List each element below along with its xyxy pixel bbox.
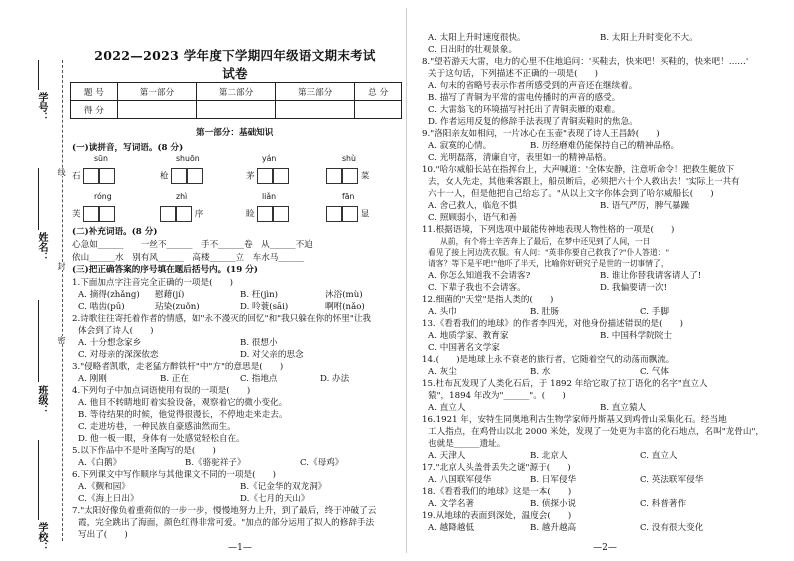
question-cont: 猿"，1894 年改为"______"。( )	[428, 391, 566, 401]
option[interactable]: C. 对母亲的深深依恋	[78, 350, 159, 360]
write-box[interactable]	[342, 206, 358, 222]
option[interactable]: B. 越升越高	[530, 523, 577, 533]
option[interactable]: B. 语气严厉，脾气暴躁	[600, 201, 690, 211]
pinyin: sūn	[94, 154, 108, 163]
score-header: 第三部分	[276, 83, 355, 101]
char-row	[160, 206, 203, 222]
question-cont: 也就是______遗址。	[428, 439, 506, 449]
option[interactable]: B. 北京人	[530, 451, 568, 461]
option[interactable]: B. 枉(jìn)	[240, 290, 279, 300]
char-row	[246, 206, 289, 222]
option[interactable]: B. 水	[530, 367, 551, 377]
option: 玷染(zuǒn)	[155, 302, 200, 312]
question-cont: 工人指点，在鸡骨山以北 2000 米处，发现了一处更为丰富的化石地点，名叫"龙骨山"，	[428, 427, 765, 437]
score-cell[interactable]	[196, 101, 275, 119]
option[interactable]: B. 肚肠	[530, 307, 559, 317]
question-cont: 六十一人，但是他把自己给忘了。"从以上文字你体会到了哈尔威船长( )	[428, 189, 714, 199]
char-row	[160, 168, 203, 184]
write-box[interactable]	[257, 206, 273, 222]
question: 14.( )是地球上永不衰老的旅行者，它随着空气的动荡而飘流。	[422, 355, 675, 365]
write-box[interactable]	[273, 168, 289, 184]
char-row	[326, 168, 369, 184]
name-label: 姓名：	[36, 232, 47, 262]
question: 15.杜布瓦发现了人类化石后，于 1892 年给它取了拉丁语化的名字"直立人	[422, 379, 708, 389]
question-cont: 去，女人先走，其他乘客跟上，船员断后，必须把六十个人救出去！'实际上一共有	[428, 177, 740, 187]
option[interactable]: A. 舍己救人，临危不惧	[428, 201, 518, 211]
write-box[interactable]	[171, 168, 187, 184]
score-row-label: 得 分	[71, 101, 118, 119]
student-id-label: 学号：	[36, 92, 47, 122]
question-cont: 体会到了诗人( )	[78, 326, 154, 336]
question: 17."北京人头盖骨丢失之谜"源于( )	[422, 463, 571, 473]
question: 12.细菌的"天堂"是指人类的( )	[422, 295, 554, 305]
question: 18.《看看我们的地球》这是一本( )	[422, 487, 572, 497]
question-cont: 写出了( )	[78, 530, 128, 540]
part-heading: 第一部分：基础知识	[196, 128, 274, 138]
option[interactable]: A. 直立人	[428, 403, 466, 413]
question: 1.下面加点字注音完全正确的一项是( )	[72, 278, 233, 288]
option[interactable]: B. 日军侵华	[530, 475, 577, 485]
question: 13.《看看我们的地球》的作者李四光，对他身份描述错误的是( )	[422, 319, 683, 329]
option[interactable]: D. 呤蓑(sāi)	[240, 302, 289, 312]
option[interactable]: D. 他一板一眼，身体有一处感觉轻松自在。	[78, 434, 245, 444]
option[interactable]: A.《白鹅》	[78, 458, 122, 468]
question: 8."望若游天大雷，电力的心里不住地追问：'买鞋去，快来吧！买鞋的，快来吧！……'	[422, 57, 749, 67]
pinyin: róng	[94, 192, 112, 201]
option[interactable]: B. 谁让你替我请客请人了!	[600, 271, 702, 281]
name-line[interactable]	[38, 168, 39, 230]
char: 显	[360, 209, 370, 220]
option[interactable]: A. 八国联军侵华	[428, 475, 492, 485]
char: 睑	[246, 209, 255, 220]
question: 7."太阳好像负着重荷似的一步一步，慢慢地努力上升，到了最后，终于冲破了云	[72, 506, 377, 516]
option[interactable]: B. 描写了青铜为平常的雷电传播时的声音的感受。	[428, 93, 621, 103]
student-id-line[interactable]	[38, 60, 39, 90]
option[interactable]: D. 办法	[320, 374, 350, 384]
option[interactable]: C. 没有很大变化	[640, 523, 704, 533]
question-cont: 关于这句话，下列描述不正确的一项是( )	[428, 69, 598, 79]
option[interactable]: D. 作者运用反复的修辞手法表现了青铜卖鞋时的焦急。	[428, 117, 638, 127]
write-box[interactable]	[99, 206, 115, 222]
fill-row: 依山______水 别有风______ 高楼______立 车水马______	[72, 253, 305, 263]
question: 19.从地球的表面到深处，温度会( )	[422, 511, 572, 521]
write-box[interactable]	[83, 206, 99, 222]
option[interactable]: C. 中国著名文学家	[428, 343, 500, 353]
option[interactable]: D. 我偏要请一次!	[600, 283, 668, 293]
option[interactable]: A. 文学名著	[428, 499, 475, 509]
pinyin: shuōn	[176, 154, 200, 163]
option[interactable]: C. 日出时的壮观景象。	[428, 45, 518, 55]
option[interactable]: C. 走进坊巷，一种民族自豪感油然而生。	[78, 422, 236, 432]
school-line[interactable]	[38, 440, 39, 520]
option[interactable]: A. 灰尘	[428, 367, 457, 377]
option[interactable]: C.《海上日出》	[78, 494, 139, 504]
column-divider	[406, 8, 407, 553]
pinyin: zhì	[176, 192, 188, 201]
option[interactable]: A. 太阳上升时速度很快。	[428, 33, 526, 43]
option[interactable]: C. 照顾弱小，语气和善	[428, 213, 518, 223]
option[interactable]: A.《觐和园》	[78, 482, 130, 492]
option[interactable]: B. 太阳上升时变化不大。	[600, 33, 698, 43]
option[interactable]: C. 大雷翁飞的环境描写衬托出了青铜卖雁的艰难。	[428, 105, 621, 115]
option[interactable]: A. 句末的省略号表示作者所感受到的声音还在继续着。	[428, 81, 638, 91]
write-box[interactable]	[83, 168, 99, 184]
option[interactable]: B. 侦探小说	[530, 499, 577, 509]
char-row	[72, 206, 115, 222]
score-header: 总 分	[355, 83, 402, 101]
seal-char: 密	[57, 336, 66, 344]
write-box[interactable]	[342, 168, 358, 184]
score-header: 第一部分	[117, 83, 196, 101]
score-header: 第二部分	[196, 83, 275, 101]
char-row	[326, 206, 369, 222]
option: 慰藉(jí)	[155, 290, 185, 300]
seal-char: 封	[57, 262, 66, 270]
option[interactable]: B. 中国科学院院士	[600, 331, 672, 341]
write-box[interactable]	[257, 168, 273, 184]
option[interactable]: C. 英法联军侵华	[640, 475, 704, 485]
score-cell[interactable]	[117, 101, 196, 119]
char-row	[246, 168, 289, 184]
option[interactable]: A. 头巾	[428, 307, 457, 317]
char: 茅	[246, 171, 255, 182]
write-box[interactable]	[99, 168, 115, 184]
section-heading: (一)读拼音，写词语。(8 分)	[72, 143, 184, 153]
question: 5.以下作品中不是叶圣陶写的是( )	[72, 446, 216, 456]
option[interactable]: C. 光明磊落，清廉自守，表里如一的精神品格。	[428, 153, 612, 163]
question: 16.1921 年，安特生同奥地利古生物学家师丹斯基又到鸡骨山采集化石。经当地	[422, 415, 727, 425]
char-row	[72, 168, 115, 184]
pinyin: shù	[342, 154, 356, 163]
char: 枪	[160, 171, 169, 182]
option: 啊咐(nǎo)	[325, 302, 365, 312]
char: 菜	[360, 171, 370, 182]
char: 芙	[72, 209, 81, 220]
write-box[interactable]	[273, 206, 289, 222]
passage-line: 从前，有个将士辛苦奔上了最后，在梦中还见到了人间，一日	[440, 237, 651, 246]
option[interactable]: C. 手脚	[640, 307, 669, 317]
score-table	[70, 82, 402, 119]
question: 6.下列课文中写作顺序与其他课文不同的一项是( )	[72, 470, 276, 480]
char: 石	[72, 171, 81, 182]
score-header: 题 号	[71, 83, 118, 101]
section-heading: (二)补充词语。(8 分)	[72, 227, 158, 237]
passage-line: 看见了接上河边洗衣服。有人问："英非你要自己救我了?"仆人答道："	[428, 248, 670, 257]
option[interactable]: A. 刚刚	[78, 374, 107, 384]
fill-row: 心急如______ 一丝不______ 手不______卷 从______不迫	[72, 240, 313, 250]
option[interactable]: B. 等待结果的时候，他觉得很漫长，不停地走来走去。	[78, 410, 288, 420]
option[interactable]: B. 历经磨难仍能保持自己的精神品格。	[530, 141, 680, 151]
class-line[interactable]	[38, 300, 39, 382]
option[interactable]: A. 地质学家、教育家	[428, 331, 509, 341]
score-cell[interactable]	[276, 101, 355, 119]
char: 序	[194, 209, 204, 220]
question-cont: 霞，完全跳出了海面，颜色红得非常可爱。"加点的部分运用了拟人的修辞手法	[78, 518, 375, 528]
option[interactable]: A. 你怎么知道我不会请客?	[428, 271, 531, 281]
question: 11.根据语境，下列选项中最能传神地表现人物性格的一项是( )	[422, 225, 675, 235]
option[interactable]: A. 天津人	[428, 451, 466, 461]
write-box[interactable]	[187, 168, 203, 184]
option[interactable]: B. 直立猿人	[600, 403, 647, 413]
option: 沐浴(mù)	[325, 290, 363, 300]
seal-char: 线	[57, 168, 66, 176]
write-box[interactable]	[326, 206, 342, 222]
school-label: 学校：	[36, 522, 47, 552]
option[interactable]: A. 越降越低	[428, 523, 475, 533]
option[interactable]: C. 直立人	[640, 451, 678, 461]
page-number: —1—	[228, 543, 252, 553]
option[interactable]: A. 摘得(zhǎng)	[78, 290, 140, 300]
option[interactable]: D.《七月的天山》	[240, 494, 310, 504]
option[interactable]: C.《母鸡》	[300, 458, 344, 468]
exam-title: 2022—2023 学年度下学期四年级语文期末考试试卷	[94, 48, 376, 81]
binding-line	[62, 60, 63, 541]
option[interactable]: C. 指地点	[240, 374, 278, 384]
question: 3."侵略者凯歌，走老猛方醉铁杆"中"方"的意思是( )	[72, 362, 284, 372]
pinyin: liǎn	[262, 192, 277, 201]
option[interactable]: C. 下辈子我也不会请客。	[428, 283, 526, 293]
pinyin: fān	[342, 192, 355, 201]
write-box[interactable]	[176, 206, 192, 222]
section-heading: (三)把正确答案的序号填在题后括号内。(19 分)	[72, 265, 258, 275]
write-box[interactable]	[326, 168, 342, 184]
option[interactable]: A. 寂寞的心情。	[428, 141, 492, 151]
question: 9."洛阳亲友如相问，一片冰心在玉壶"表现了诗人王昌龄( )	[422, 129, 660, 139]
option[interactable]: D. 对父亲的思念	[240, 350, 304, 360]
pinyin: yán	[262, 154, 277, 163]
question: 4.下列句子中加点词语使用有误的一项是( )	[72, 386, 251, 396]
option[interactable]: B.《骆驼祥子》	[185, 458, 246, 468]
option[interactable]: A. 十分想念家乡	[78, 338, 142, 348]
question: 10."哈尔威船长站在指挥台上，大声喊道：'全体安静，注意听命令！把救生艇放下	[422, 165, 735, 175]
score-cell[interactable]	[355, 101, 402, 119]
write-box[interactable]	[160, 206, 176, 222]
page-number: —2—	[593, 543, 617, 553]
passage-line: 请客？等下是平吧!"他吓了半天，比喻你好研究子是世的一切事情了，	[428, 259, 669, 268]
option[interactable]: B. 正在	[160, 374, 189, 384]
option[interactable]: B. 很想小	[240, 338, 278, 348]
option[interactable]: C. 啮齿(pū)	[78, 302, 125, 312]
question: 2.诗歌往往寄托着作者的情感，如"永不漫灭的回忆"和"我只躲在你的怀里"让我	[72, 314, 372, 324]
class-label: 班级：	[36, 385, 47, 415]
option[interactable]: A. 他目不转睛地盯着实验设备，观察着它的微小变化。	[78, 398, 288, 408]
option[interactable]: C. 科普著作	[640, 499, 687, 509]
option[interactable]: C. 气体	[640, 367, 669, 377]
option[interactable]: B.《记金华的双龙洞》	[240, 482, 327, 492]
